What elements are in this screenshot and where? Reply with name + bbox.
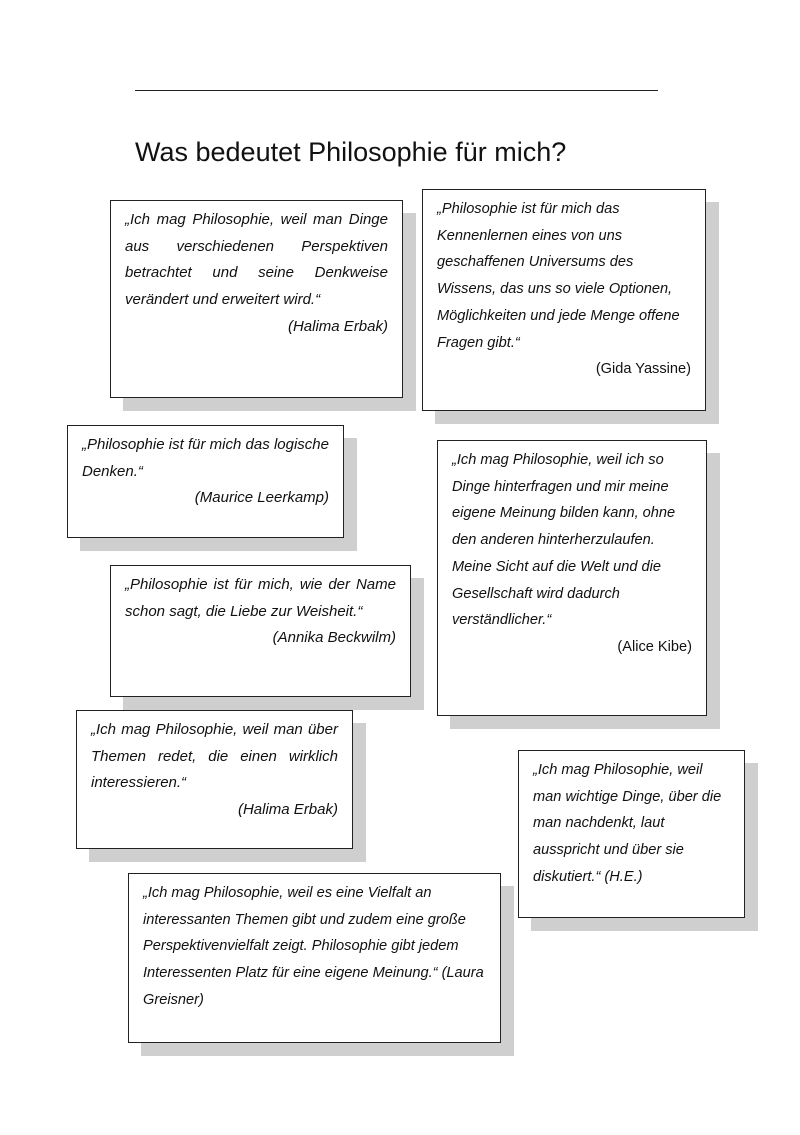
quote-body: „Ich mag Philosophie, weil man wichtige Dinge, über die man nachdenkt, laut ausspricht und über sie diskutiert.“: [533, 762, 722, 885]
quote-box-maurice: [67, 425, 344, 538]
quote-text: „Ich mag Philosophie, weil man Dinge aus verschiedenen Perspektiven betrachtet und seine Denkweise verändert und erweitert wird.“: [125, 211, 388, 309]
quote-author: (H.E.): [604, 868, 643, 885]
quote-author: (Alice Kibe): [617, 638, 692, 655]
quote-text: [533, 757, 730, 891]
quote-box-gida: [422, 189, 706, 411]
quote-text: „Ich mag Philosophie, weil ich so Dinge hinterfragen und mir meine eigene Meinung bilden kann, ohne den anderen hinterherzulaufen. Meine Sicht auf die Welt und die Gesellschaft wird dadurch verständlicher.“: [452, 452, 676, 629]
page-title: Was bedeutet Philosophie für mich?: [135, 137, 567, 167]
quote-author: (Gida Yassine): [595, 361, 691, 378]
quote-body: „Ich mag Philosophie, weil es eine Vielfalt an interessanten Themen gibt und zudem eine große Perspektivenvielfalt zeigt. Philosophie gibt jedem Interessenten Platz für eine eigene Meinung.“: [143, 885, 466, 982]
quote-text: „Philosophie ist für mich, wie der Name schon sagt, die Liebe zur Weisheit.“: [125, 576, 396, 620]
quote-author: (Laura Greisner): [143, 965, 484, 1008]
quote-text: „Philosophie ist für mich das logische Denken.“: [82, 436, 329, 480]
quote-author: (Halima Erbak): [287, 317, 388, 335]
quote-text: [143, 880, 486, 1014]
name-line: [135, 90, 658, 91]
quote-box-halima-1: [110, 200, 403, 398]
quote-author: (Annika Beckwilm): [272, 629, 396, 647]
quote-text: „Ich mag Philosophie, weil man über Themen redet, die einen wirklich interessieren.“: [91, 721, 338, 792]
quote-author: (Maurice Leerkamp): [194, 489, 329, 507]
quote-box-laura: [128, 873, 501, 1043]
quote-text: „Philosophie ist für mich das Kennenlernen eines von uns geschaffenen Universums des Wissens, das uns so viele Optionen, Möglichkeiten und jede Menge offene Fragen gibt.“: [437, 201, 680, 351]
quote-box-alice: [437, 440, 707, 716]
quote-box-he: [518, 750, 745, 918]
quote-author: (Halima Erbak): [237, 801, 338, 819]
quote-box-halima-2: [76, 710, 353, 849]
quote-box-annika: [110, 565, 411, 697]
